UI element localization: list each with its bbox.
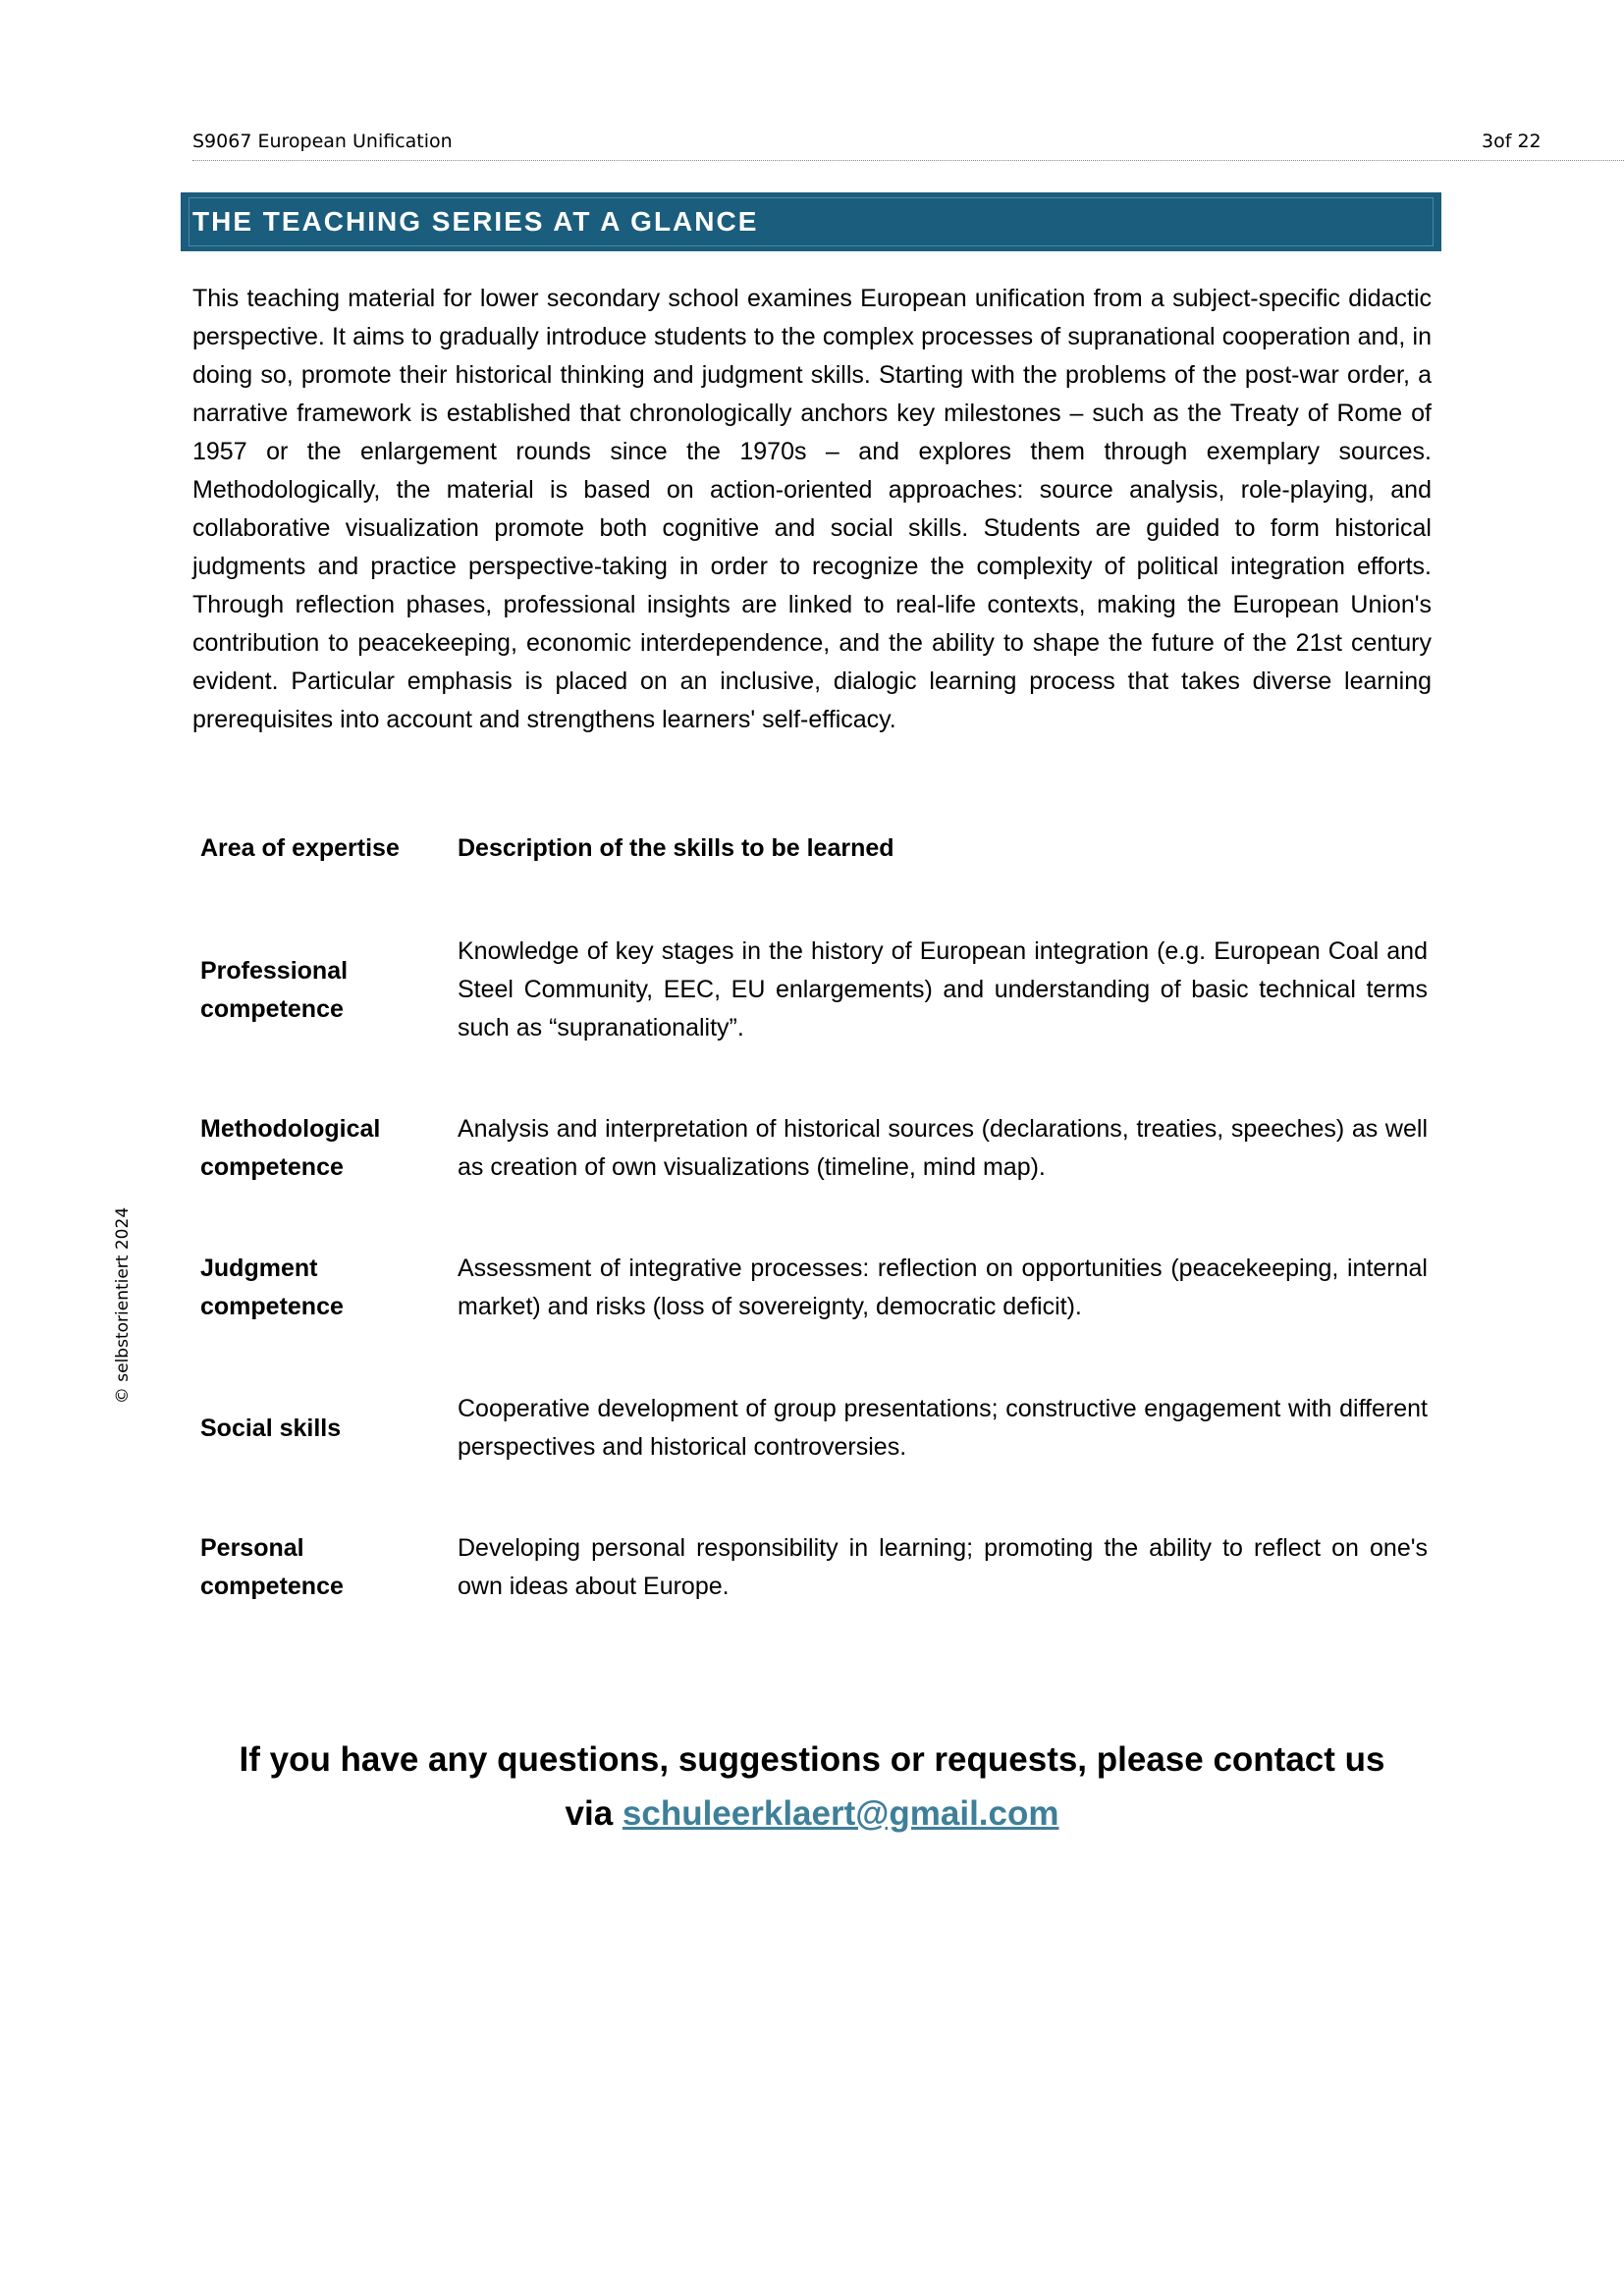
section-banner	[181, 192, 1441, 251]
column-header-description: Description of the skills to be learned	[458, 834, 894, 862]
row-area: Professional competence	[200, 957, 349, 1023]
contact-text: If you have any questions, suggestions or requests, please contact us	[239, 1740, 1385, 1779]
contact-note	[192, 1733, 1432, 1841]
row-area: Judgment competence	[200, 1255, 344, 1320]
row-area: Personal competence	[200, 1534, 344, 1600]
row-description: Analysis and interpretation of historical sources (declarations, treaties, speeches) as well as creation of own visualizations (timeline, mind map).	[458, 1115, 1428, 1181]
email-link[interactable]: schuleerklaert@gmail.com	[622, 1794, 1059, 1833]
row-description: Knowledge of key stages in the history of European integration (e.g. European Coal and Steel Community, EEC, EU enlargements) and understanding of basic technical terms such as “supranationality”.	[458, 937, 1428, 1041]
row-area: Social skills	[200, 1415, 342, 1442]
document-title: S9067 European Unification	[192, 131, 453, 152]
page-number: 3of 22	[1482, 131, 1542, 152]
row-area: Methodological competence	[200, 1115, 381, 1181]
row-description: Cooperative development of group presentations; constructive engagement with different perspectives and historical controversies.	[458, 1395, 1428, 1461]
intro-paragraph: This teaching material for lower secondary school examines European unification from a subject-specific didactic perspective. It aims to gradually introduce students to the complex processes of supranational cooperation and, in doing so, promote their historical thinking and judgment skills. Starting with the problems of the post-war order, a narrative framework is established that chronologically anchors key milestones – such as the Treaty of Rome of 1957 or the enlargement rounds since the 1970s – and explores them through exemplary sources. Methodologically, the material is based on action-oriented approaches: source analysis, role-playing, and collaborative visualization promote both cognitive and social skills. Students are guided to form historical judgments and practice perspective-taking in order to recognize the complexity of political integration efforts. Through reflection phases, professional insights are linked to real-life contexts, making the European Union's contribution to peacekeeping, economic interdependence, and the ability to shape the future of the 21st century evident. Particular emphasis is placed on an inclusive, dialogic learning process that takes diverse learning prerequisites into account and strengthens learners' self-efficacy.	[192, 285, 1432, 733]
contact-line	[192, 1787, 1432, 1841]
row-description: Developing personal responsibility in learning; promoting the ability to reflect on one's own ideas about Europe.	[458, 1534, 1428, 1600]
column-header-area: Area of expertise	[200, 834, 400, 862]
page-header	[192, 131, 1624, 161]
row-description: Assessment of integrative processes: reflection on opportunities (peacekeeping, internal market) and risks (loss of sovereignty, democratic deficit).	[458, 1255, 1428, 1320]
section-title: THE TEACHING SERIES AT A GLANCE	[192, 206, 759, 237]
contact-via: via	[565, 1794, 623, 1833]
copyright-notice: © selbstorientiert 2024	[113, 1206, 133, 1405]
